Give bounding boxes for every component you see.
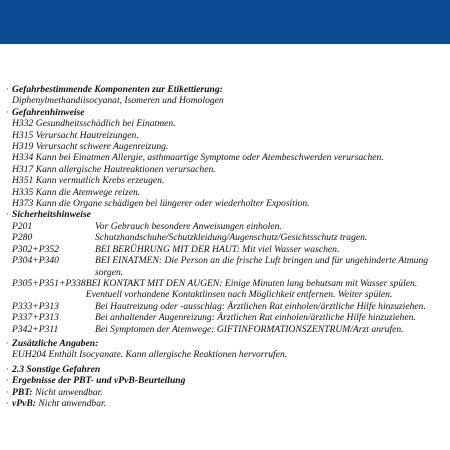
safety-code: P342+P311	[12, 323, 59, 335]
additional-heading-line	[6, 338, 446, 349]
safety-text: BEI EINATMEN: Die Person an die frische Luft bringen und für ungehinderte Atmung sorgen.	[95, 255, 429, 278]
bullet-icon: ·	[6, 106, 9, 118]
hazard-item: H315 Verursacht Hautreizungen.	[12, 129, 139, 141]
safety-code: P201	[12, 220, 33, 232]
safety-row	[6, 324, 446, 335]
safety-row	[6, 312, 446, 323]
bullet-icon: ·	[6, 209, 9, 221]
safety-heading-line	[6, 209, 446, 220]
components-heading: Gefahrbestimmende Komponenten zur Etikettierung:	[12, 84, 223, 95]
pbt-label: PBT:	[12, 386, 33, 398]
additional-heading: Zusätzliche Angaben:	[12, 337, 99, 349]
hazard-item: H351 Kann vermutlich Krebs erzeugen.	[12, 175, 165, 187]
safety-row	[6, 301, 446, 312]
section-2-3-heading: 2.3 Sonstige Gefahren	[12, 363, 101, 375]
additional-text: EUH204 Enthält Isocyanate. Kann allergische Reaktionen hervorrufen.	[12, 349, 288, 361]
bullet-icon: ·	[6, 363, 9, 375]
hazard-item: H332 Gesundheitsschädlich bei Einatmen.	[12, 118, 176, 130]
safety-text: Bei Symptomen der Atemwege: GIFTINFORMATIONSZENTRUM/Arzt anrufen.	[95, 323, 404, 335]
bullet-icon: ·	[6, 337, 9, 349]
safety-text: Bei anhaltender Augenreizung: Ärztlichen Rat einholen/ärztliche Hilfe hinzuziehen.	[95, 312, 416, 324]
section-2-3-line	[6, 364, 446, 375]
bullet-icon: ·	[6, 397, 9, 409]
bullet-icon: ·	[6, 375, 9, 387]
safety-row	[6, 232, 446, 243]
safety-code: P333+P313	[12, 300, 59, 312]
vpvb-line	[6, 398, 446, 409]
safety-text: BEI BERÜHRUNG MIT DER HAUT: Mit viel Wasser waschen.	[95, 243, 340, 255]
components-heading-line	[6, 84, 446, 95]
safety-row	[6, 255, 446, 278]
pbt-line	[6, 387, 446, 398]
safety-code: P304+P340	[12, 255, 59, 267]
hazard-item: H334 Kann bei Einatmen Allergie, asthmaartige Symptome oder Atembeschwerden verursachen.	[12, 152, 384, 164]
hazard-item: H317 Kann allergische Hautreaktionen verursachen.	[12, 163, 216, 175]
safety-code: P302+P352	[12, 243, 59, 255]
safety-row	[6, 221, 446, 232]
pbt-results-heading: Ergebnisse der PBT- und vPvB-Beurteilung	[12, 375, 186, 387]
safety-text: Bei Hautreizung oder -ausschlag: Ärztlichen Rat einholen/ärztliche Hilfe hinzuziehen.	[95, 300, 426, 312]
safety-text: Schutzhandschuhe/Schutzkleidung/Augenschutz/Gesichtsschutz tragen.	[95, 232, 368, 244]
hazard-item: H319 Verursacht schwere Augenreizung.	[12, 141, 169, 153]
hazard-heading: Gefahrenhinweise	[12, 106, 85, 118]
pbt-value: Nicht anwendbar.	[35, 386, 103, 398]
safety-heading: Sicherheitshinweise	[12, 209, 91, 221]
safety-code: P337+P313	[12, 312, 59, 324]
bullet-icon: ·	[6, 386, 9, 398]
safety-text: BEI KONTAKT MIT DEN AUGEN: Einige Minuten lang behutsam mit Wasser spülen. Eventuell vorhandene Kontaktlinsen nach Möglichkeit entfernen. Weiter spülen.	[85, 277, 418, 301]
safety-row	[6, 244, 446, 255]
safety-code: P305+P351+P338	[12, 277, 86, 289]
hazard-item: H335 Kann die Atemwege reizen.	[12, 186, 141, 198]
bullet-icon: ·	[6, 84, 9, 95]
components-text: Diphenylmethandiisocyanat, Isomeren und Homologen	[12, 95, 224, 107]
vpvb-value: Nicht anwendbar.	[38, 397, 107, 409]
pbt-results-line	[6, 375, 446, 386]
safety-text: Vor Gebrauch besondere Anweisungen einholen.	[95, 220, 282, 232]
hazard-heading-line	[6, 107, 446, 118]
header-bar	[0, 0, 450, 44]
safety-row	[6, 278, 446, 301]
safety-code: P280	[12, 232, 33, 244]
document-content	[6, 84, 446, 409]
vpvb-label: vPvB:	[12, 397, 36, 409]
hazard-item: H373 Kann die Organe schädigen bei längerer oder wiederholter Exposition.	[12, 198, 310, 210]
